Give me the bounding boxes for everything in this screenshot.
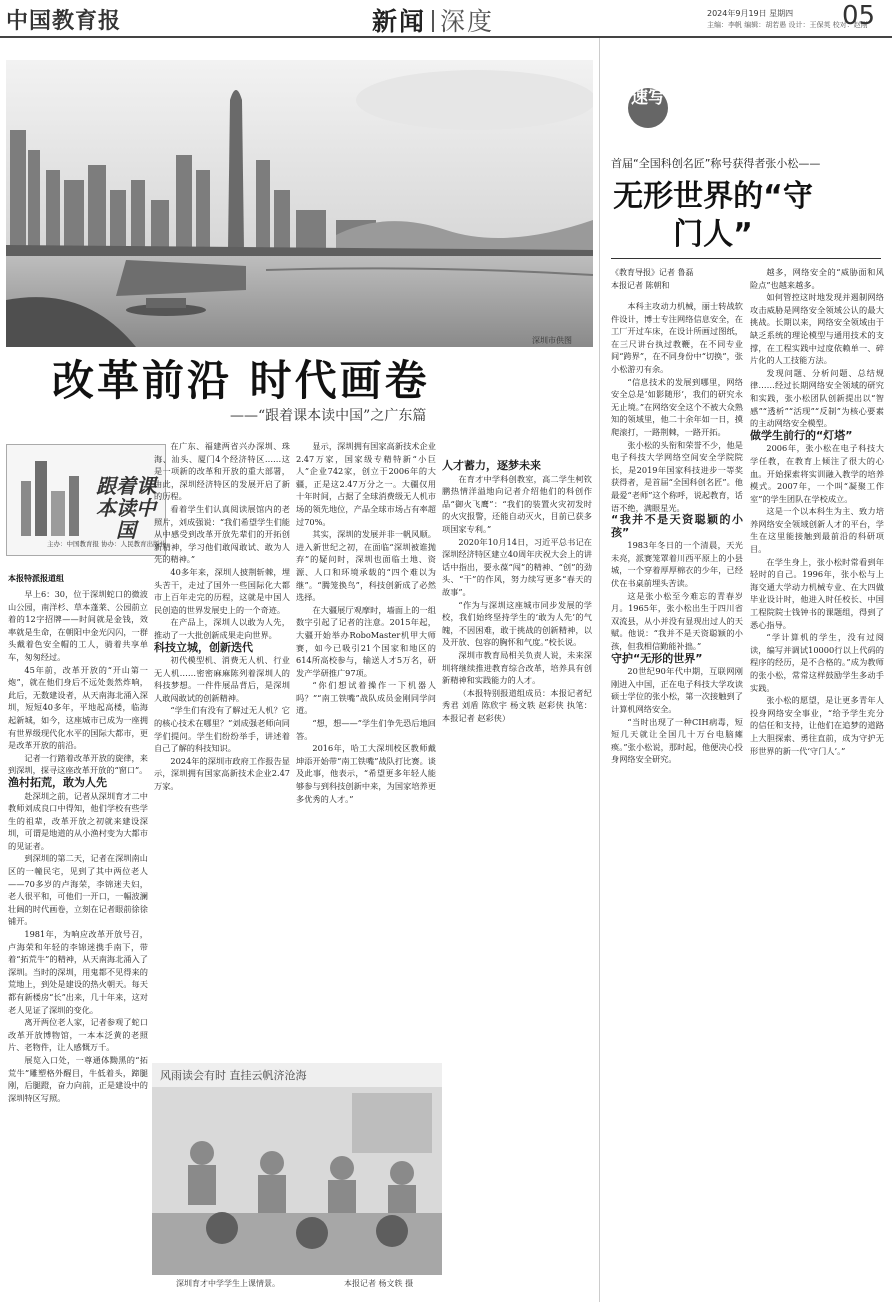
paragraph: 这是一个以本科生为主、致力培养网络安全领域创新人才的平台，学生在这里能接触到最前沿的科研项目。 bbox=[750, 506, 884, 555]
section-sub: 深度 bbox=[440, 7, 495, 36]
section-divider bbox=[432, 10, 434, 32]
section-title bbox=[372, 2, 494, 38]
paragraph: 张小松的头衔和荣誉不少，他是电子科技大学网络空间安全学院院长，是2019年国家科技进步一等奖获得者，是首届“全国科创名匠”。他最爱“老师”这个称呼，说起教育，话语不绝，满眼星光。 bbox=[611, 439, 743, 513]
paragraph: 在学生身上，张小松时常看到年轻时的自己。1996年，张小松与上海交通大学动力机械专业、在大四做毕业设计时，他进入时任校长、中国工程院院士钱钟书的课题组，得到了悉心指导。 bbox=[750, 556, 884, 630]
paragraph: 早上6：30，位于深圳蛇口的微波山公园，南洋杉、草本蓬莱、公园前立着的12字招牌——时间就是金钱，效率就是生命，在朝阳中金光闪闪，一群头戴着色安全帽的工人，骑着共享单车，匆匆经过。 bbox=[8, 589, 148, 662]
article-column-1 bbox=[8, 588, 148, 1288]
section-subhead: 做学生前行的“灯塔” bbox=[750, 428, 853, 442]
paragraph: “当时出现了一种CIH病毒，短短几天就让全国几十万台电脑瘫痪。”张小松说，那时起，他便决心投身网络安全研究。 bbox=[611, 716, 743, 765]
paragraph: 2020年10月14日，习近平总书记在深圳经济特区建立40周年庆祝大会上的讲话中指出，要永葆“闯”的精神、“创”的劲头、“干”的作风，努力续写更多“春天的故事”。 bbox=[442, 536, 592, 597]
paragraph: 赴深圳之前，记者从深圳育才二中教师刘成良口中得知，他们学校有些学生的祖辈，改革开放之初就来建设深圳，可谓是地道的从小渔村变为大都市的见证者。 bbox=[8, 790, 148, 851]
series-logo-text: 跟着课本读中国 bbox=[96, 474, 156, 542]
paragraph: 1981年，为响应改革开放号召，卢海荣和年轻的李锦迷携手南下，带着“拓荒牛”的精神，从天南海北涌入了深圳。当时的深圳，用鬼都不见得来的荒地上，到处是建设的热火朝天。每天都有新楼房“长”出来，几十年来，这对老人见证了深圳的变化。 bbox=[8, 929, 148, 1015]
skyline-illustration bbox=[6, 60, 593, 347]
paragraph: 2024年的深圳市政府工作报告显示，深圳拥有国家高新技术企业2.47万家。 bbox=[154, 755, 290, 792]
paragraph: 本科主攻动力机械，丽士转战软件设计，博士专注网络信息安全，在工厂开过车床，在设计所画过图纸，在三尺讲台执过教鞭，在不同专业间“跨界”，在不同身份中“切换”，张小松游刃有余。 bbox=[611, 301, 743, 374]
paragraph: 记者一行踏着改革开放的旋律，来到深圳，探寻这座改革开放的“窗口”。 bbox=[8, 752, 148, 776]
paragraph: 到深圳的第二天，记者在深圳南山区的一幢民宅，见到了其中两位老人——70多岁的卢海荣，李锦迷夫妇，老人很平和，可他们一开口，一幅波澜壮阔的时代画卷，立刻在记者眼前徐徐铺开。 bbox=[8, 853, 148, 927]
paragraph: 45年前，改革开放的“开山第一炮”，就在他们身后不远处轰然炸响，此后，无数建设者，从天南海北涌入深圳，短短40多年，平地起高楼，临海起新城，如今，这座城市已成为一座拥有世界级现代化水平的国际大都市，更是改革开放的前沿。 bbox=[8, 664, 148, 751]
section-subhead: 人才蓄力，逐梦未来 bbox=[442, 459, 541, 472]
paragraph: （本报特别报道组成员：本报记者纪秀君 刘盾 陈欣宇 杨文轶 赵彩侠 执笔：本报记者 赵彩侠） bbox=[442, 687, 592, 723]
section-subhead: “我并不是天资聪颖的小孩” bbox=[611, 513, 743, 539]
paragraph: 在广东、福建两省兴办深圳、珠海、汕头、厦门4个经济特区……这是一项新的改革和开放的重大部署，由此，深圳经济特区的发展开启了新的历程。 bbox=[154, 441, 290, 502]
right-column-2 bbox=[750, 266, 884, 1291]
classroom-banner: 风雨读会有时 直挂云帆济沧海 bbox=[160, 1069, 307, 1082]
classroom-photo bbox=[152, 1063, 442, 1275]
paragraph: “作为与深圳这座城市同步发展的学校，我们始终坚持学生的‘敢为人先’的气魄，不因困难，敢于挑战的创新精神，以及开放、包容的胸怀和气度。”校长说。 bbox=[442, 599, 592, 648]
paragraph: 1983年冬日的一个清晨，天光未亮，派赛笼罩着川西平原上的小县城，一个穿着厚厚棉衣的少年，已经伏在书桌前埋头苦读。 bbox=[611, 540, 743, 589]
section-subhead: 科技立城，创新迭代 bbox=[154, 640, 253, 654]
paragraph: 在育才中学科创教室，高二学生柯钦鹏热情洋溢地向记者介绍他们的科创作品“御火飞鹰”：“我们的装置火灾初发时的火灾报警，还能自动灭火，目前已获多项国家专利。” bbox=[442, 473, 592, 534]
shenzhen-skyline-photo bbox=[6, 60, 593, 347]
section-main: 新闻 bbox=[372, 7, 427, 36]
classroom-illustration bbox=[152, 1063, 442, 1275]
page-number: 05 bbox=[842, 1, 876, 31]
sketch-badge: 速写 bbox=[628, 88, 668, 128]
right-byline: 《教育导报》记者 鲁磊 本报记者 陈朝和 bbox=[611, 268, 694, 290]
paragraph: 2016年，哈工大深圳校区教师戴坤添开始带“南工铁嘴”战队打比赛。谈及此事，他表示，“希望更多年轻人能够参与到科技创新中来，为国家培养更多优秀的人才。” bbox=[296, 743, 436, 804]
column-divider bbox=[599, 38, 600, 1302]
photo-byline: 本报记者 杨文轶 摄 bbox=[344, 1279, 414, 1288]
paragraph: “你们想试着操作一下机器人吗？”“南工铁嘴”战队成员金刚同学问道。 bbox=[296, 680, 436, 716]
sub-headline: ——“跟着课本读中国”之广东篇 bbox=[230, 408, 427, 424]
paragraph: 在大疆展厅观摩时，墙面上的一组数字引起了记者的注意。2015年起，大疆开始举办RoboMaster机甲大师赛，如今已吸引21个国家和地区的614所高校参与，输送人才5万名，研发产学研推广97项。 bbox=[296, 604, 436, 678]
right-headline: 无形世界的“守门人” bbox=[613, 179, 813, 252]
paragraph: 显示，深圳拥有国家高新技术企业2.47万家，国家级专精特新“小巨人”企业742家，创立于2006年的大疆，正是这2.47万分之一。大疆仅用十年时间，占据了全球消费级无人机市场的领先地位，产品全球市场占有率超过70%。 bbox=[296, 441, 436, 527]
paragraph: 2006年，张小松在电子科技大学任教，在教育上倾注了很大的心血。开始探索将实训融入教学的培养模式。2007年，一个叫“凝聚工作室”的学生团队在学校成立。 bbox=[750, 443, 884, 504]
paragraph: 这是张小松至今难忘的青春岁月。1965年，张小松出生于四川省双流县，从小并没有显现出过人的天赋。他说：“我并不是天资聪颖的小孩，但我相信勤能补拙。” bbox=[611, 590, 743, 652]
issue-date: 2024年9月19日 星期四 bbox=[707, 9, 794, 18]
right-kicker: 首届“全国科创名匠”称号获得者张小松—— bbox=[611, 157, 821, 170]
paragraph: 离开两位老人家，记者参观了蛇口改革开放博物馆，一本本泛黄的老照片、老物件，让人感慨万千。 bbox=[8, 1017, 148, 1053]
editors-line: 主编：李帆 编辑：胡若愚 设计：王保英 校对：赵刚 bbox=[707, 21, 868, 29]
right-column-1 bbox=[611, 300, 743, 1290]
paragraph: “信息技术的发展到哪里，网络安全总是‘如影随形’，我们的研究永无止境。”在网络安全这个不被大众熟知的领域里，他二十余年如一日，摸爬滚打，一路荆棘，一路开拓。 bbox=[611, 376, 743, 437]
paragraph: 展览入口处，一尊通体黝黑的“拓荒牛”雕塑格外醒目，牛低着头，蹄腿刚，后腿蹬，奋力向前，正是建设中的深圳特区写照。 bbox=[8, 1054, 148, 1103]
headline-rule bbox=[611, 258, 881, 259]
section-subhead: 守护“无形的世界” bbox=[611, 651, 703, 665]
paragraph: 发现问题、分析问题、总结规律……经过长期网络安全领域的研究和实践，张小松团队创新提出以“智感”“透析”“活现”“反制”为核心要素的主动网络安全模型。 bbox=[750, 367, 884, 429]
paragraph: “学计算机的学生，没有过阅读，编写并调试10000行以上代码的程序的经历，是不合格的。”成为教师的张小松，常常这样鼓励学生多动手实践。 bbox=[750, 632, 884, 693]
article-column-3 bbox=[296, 440, 436, 1055]
reporter-tag: 本报特派报道组 bbox=[8, 573, 64, 583]
paragraph: 看着学生们认真阅读展馆内的老照片，刘成强说：“我们希望学生们能从中感受到改革开放先辈们的开拓创新精神，学习他们敢闯敢试、敢为人先的精神。” bbox=[154, 503, 290, 565]
landmark-icon bbox=[11, 451, 91, 541]
header-rule bbox=[0, 36, 892, 38]
paragraph: 在产品上，深圳人以敢为人先，推动了一大批创新成果走向世界。 bbox=[154, 617, 290, 640]
photo-caption: 深圳育才中学学生上课情景。 bbox=[176, 1279, 280, 1288]
section-subhead: 渔村拓荒，敢为人先 bbox=[8, 775, 107, 789]
paragraph: 40多年来，深圳人披荆斩棘，埋头苦干，走过了国外一些国际化大都市上百年走完的历程，这就是中国人民创造的世界发展史上的一个奇迹。 bbox=[154, 566, 290, 615]
paragraph: 初代模型机、消费无人机、行业无人机……密密麻麻陈列着深圳人的科技梦想。一件件展品背后，是深圳人敢闯敢试的创新精神。 bbox=[154, 655, 290, 703]
paragraph: 其实，深圳的发展并非一帆风顺。进入新世纪之初，在面临“深圳被谁抛弃”的疑问时，深圳也面临土地、资源、人口和环境承载的“四个难以为继”。“腾笼换鸟”，科技创新成了必然选择。 bbox=[296, 529, 436, 603]
photo-credit: 深圳市供图 bbox=[532, 336, 572, 345]
paragraph: 如何管控这时地发现并遏制网络攻击威胁是网络安全领域公认的最大挑战。长期以来，网络安全领域由于缺乏系统的理论模型与通用技术的支撑，在工程实践中过度依赖单一、碎片化的人工技能方法。 bbox=[750, 292, 884, 366]
series-logo bbox=[6, 444, 166, 556]
main-headline: 改革前沿 时代画卷 bbox=[52, 356, 430, 405]
series-hosts: 主办：中国教育报 协办：人民教育出版社 bbox=[47, 540, 167, 548]
paragraph: “学生们有没有了解过无人机？它的核心技术在哪里？”刘成强老师向同学们提问。学生们纷纷举手，讲述着自己了解的科技知识。 bbox=[154, 705, 290, 754]
article-column-4 bbox=[442, 440, 592, 1290]
paragraph: “想，想——”学生们争先恐后地回答。 bbox=[296, 718, 436, 741]
paragraph: 越多，网络安全的“威胁面和风险点”也越来越多。 bbox=[750, 267, 884, 290]
paragraph: 深圳市教育局相关负责人说，未来深圳将继续推进教育综合改革，培养具有创新精神和实践能力的人才。 bbox=[442, 649, 592, 686]
paragraph: 20世纪90年代中期，互联网刚刚进入中国，正在电子科技大学攻读硕士学位的张小松，第一次接触到了计算机网络安全。 bbox=[611, 666, 743, 714]
paragraph: 张小松的愿望，是让更多青年人投身网络安全事业，“给予学生充分的信任和支持，让他们在追梦的道路上大胆探索、勇往直前，成为守护无形世界的新一代‘守门人’。” bbox=[750, 695, 884, 756]
article-column-2 bbox=[154, 440, 290, 1055]
masthead-logo: 中国教育报 bbox=[6, 8, 122, 34]
